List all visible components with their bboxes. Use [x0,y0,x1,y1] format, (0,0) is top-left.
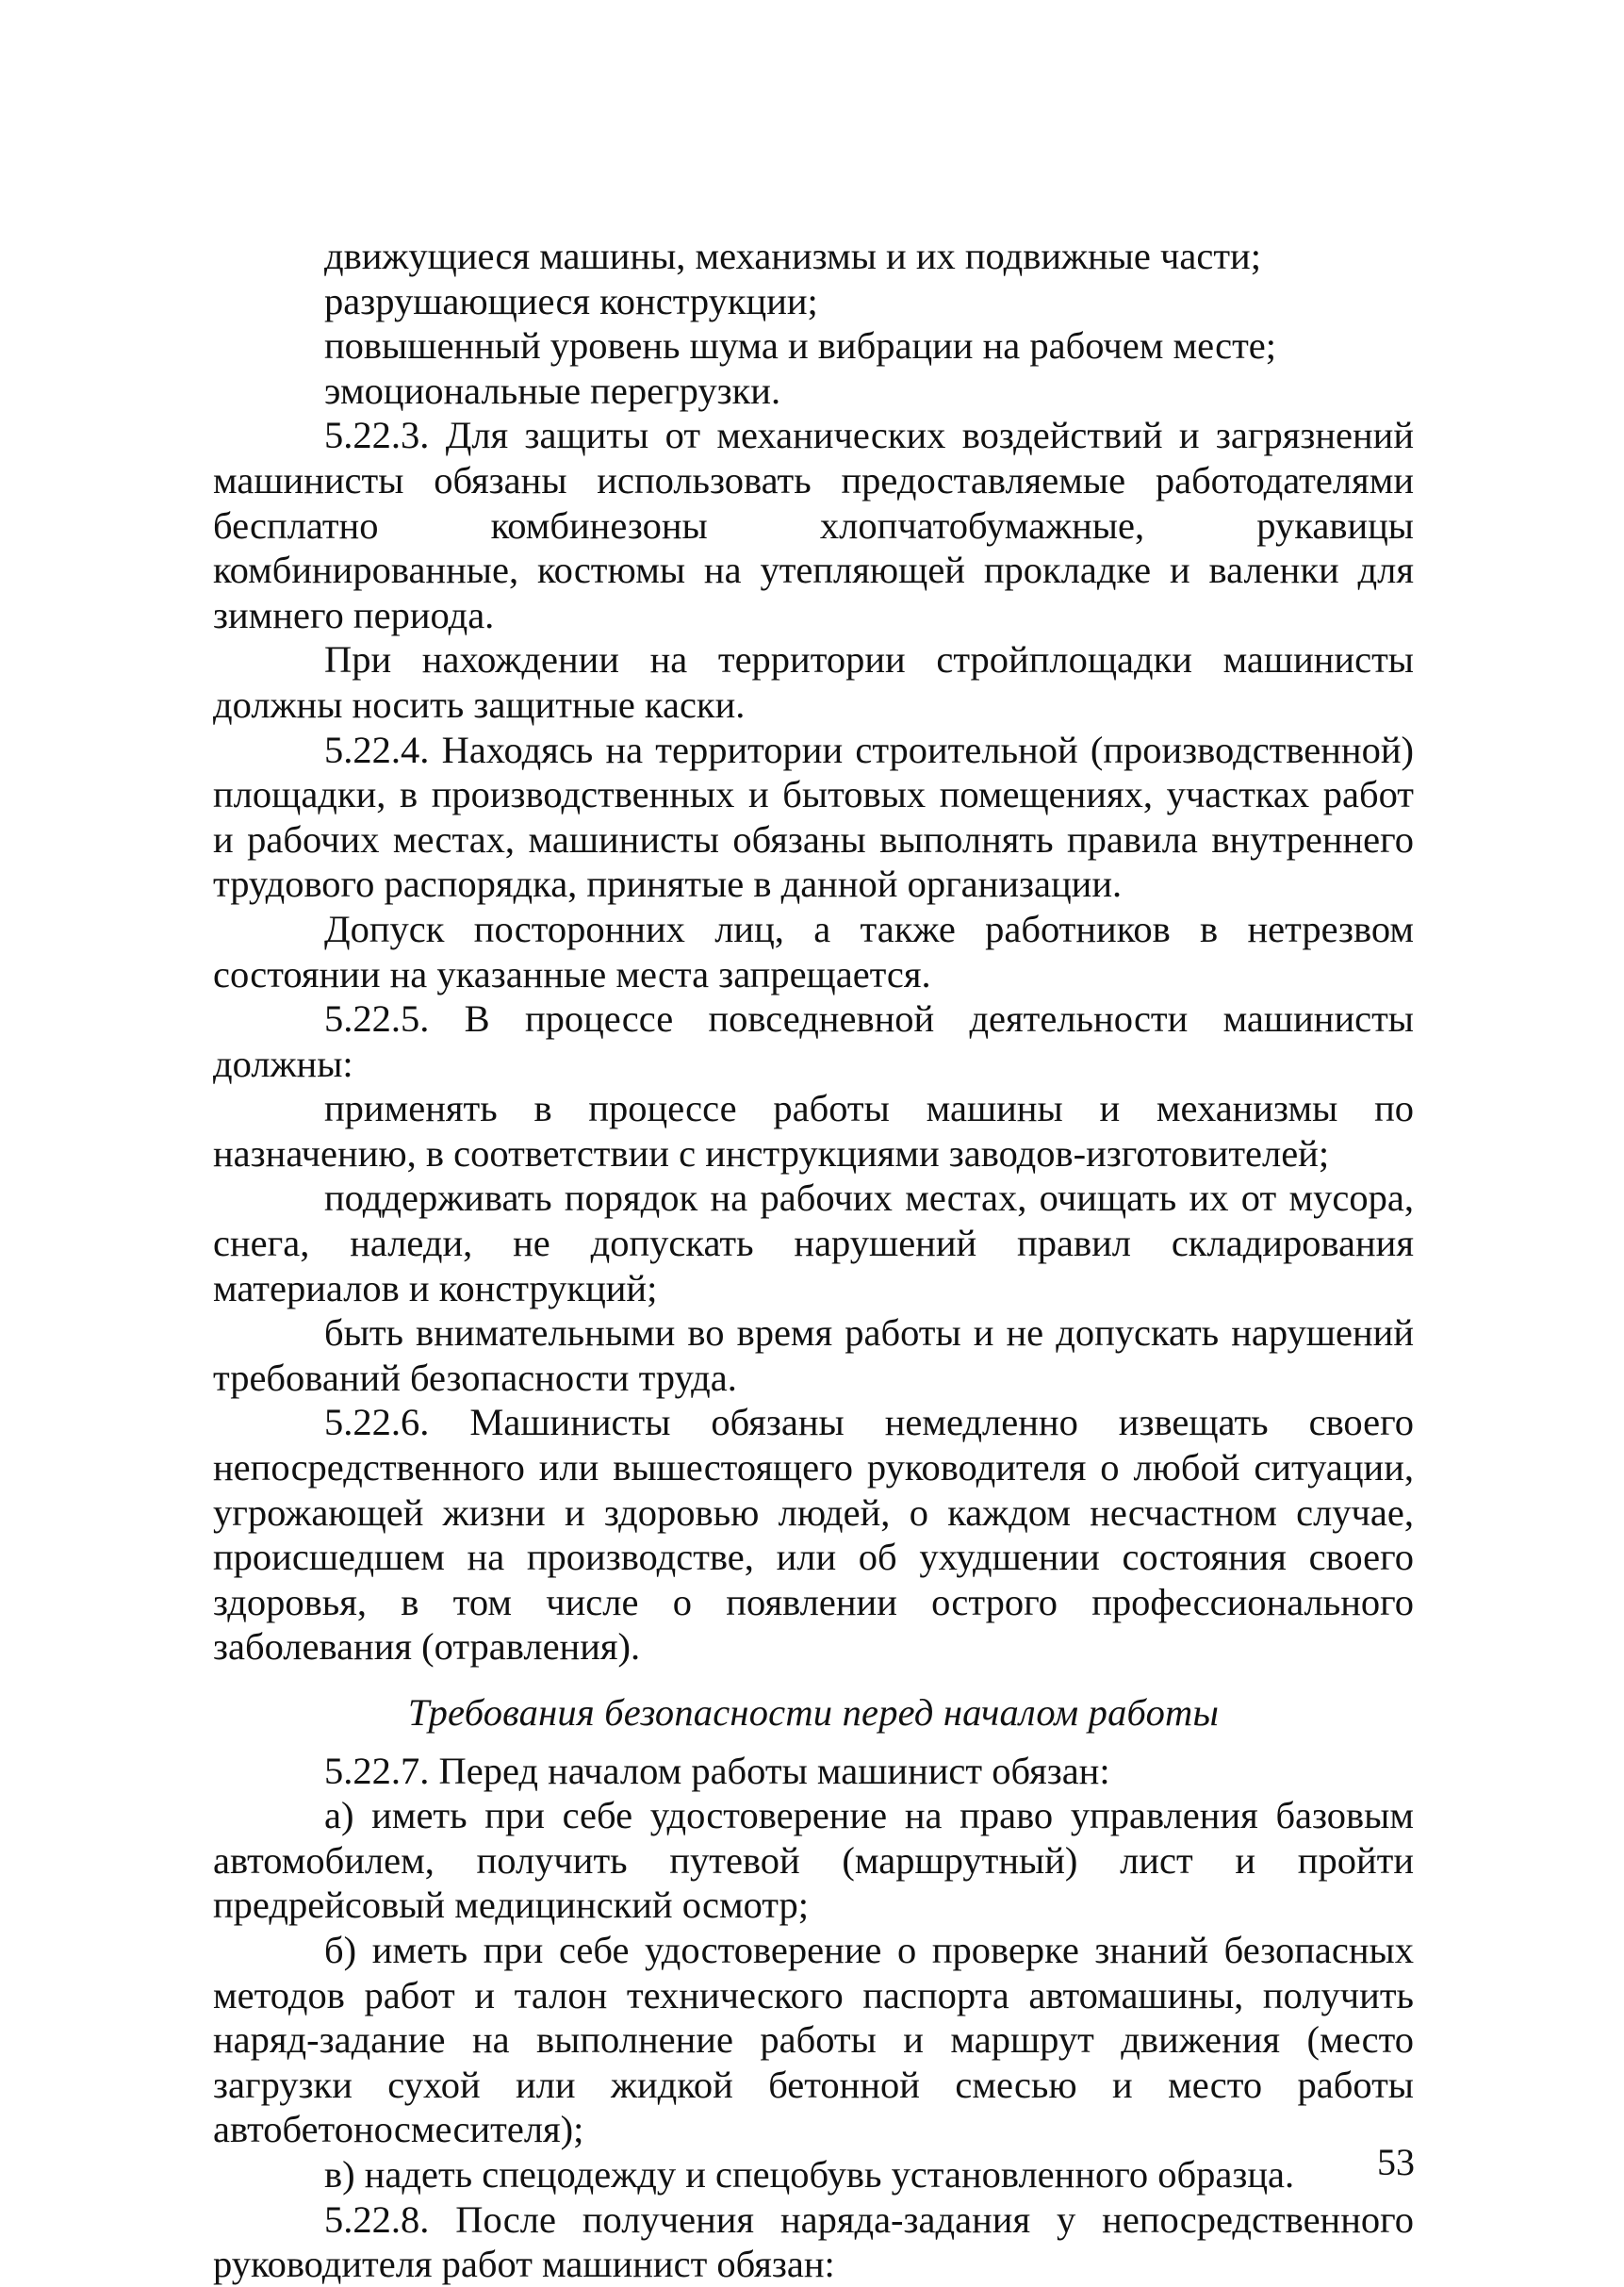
page-number: 53 [1377,2141,1415,2183]
paragraph-access: Допуск посторонних лиц, а также работников в нетрезвом состоянии на указанные места запрещается. [213,907,1414,995]
paragraph-item-b: б) иметь при себе удостоверение о проверке знаний безопасных методов работ и талон технического паспорта автомашины, получить наряд-задание на выполнение работы и маршрут движения (место загрузки сухой или жидкой бетонной смесью и место работы автобетоносмесителя); [213,1928,1414,2151]
paragraph-item-a: а) иметь при себе удостоверение на право управления базовым автомобилем, получить путевой (маршрутный) лист и пройти предрейсовый медицинский осмотр; [213,1794,1414,1927]
paragraph-5-22-6: 5.22.6. Машинисты обязаны немедленно извещать своего непосредственного или вышестоящего руководителя о любой ситуации, угрожающей жизни и здоровью людей, о каждом несчастном случае, происшедшем на производстве, или об ухудшении состояния своего здоровья, в том числе о появлении острого профессионального заболевания (отравления). [213,1401,1414,1669]
hazard-list-item: разрушающиеся конструкции; [324,279,818,322]
paragraph-machines-use: применять в процессе работы машины и механизмы по назначению, в соответствии с инструкциями заводов-изготовителей; [213,1087,1414,1175]
paragraph-helmets: При нахождении на территории стройплощадки машинисты должны носить защитные каски. [213,638,1414,726]
paragraph-5-22-5: 5.22.5. В процессе повседневной деятельности машинисты должны: [213,997,1414,1085]
paragraph-5-22-8: 5.22.8. После получения наряда-задания у непосредственного руководителя работ машинист обязан: [213,2197,1414,2286]
paragraph-attention: быть внимательными во время работы и не допускать нарушений требований безопасности труда. [213,1311,1414,1399]
paragraph-5-22-3: 5.22.3. Для защиты от механических воздействий и загрязнений машинисты обязаны использовать предоставляемые работодателями бесплатно комбинезоны хлопчатобумажные, рукавицы комбинированные, костюмы на утепляющей прокладке и валенки для зимнего периода. [213,414,1414,636]
hazard-list-item: повышенный уровень шума и вибрации на рабочем месте; [324,324,1277,368]
paragraph-order: поддерживать порядок на рабочих местах, очищать их от мусора, снега, наледи, не допускать нарушений правил складирования материалов и конструкций; [213,1176,1414,1309]
hazard-list-item: эмоциональные перегрузки. [324,369,781,412]
body-text [213,234,1414,2287]
paragraph-item-v: в) надеть спецодежду и спецобувь установленного образца. [324,2152,1295,2196]
hazard-list-item: движущиеся машины, механизмы и их подвижные части; [324,235,1261,277]
paragraph-5-22-4: 5.22.4. Находясь на территории строительной (производственной) площадки, в производственных и бытовых помещениях, участках работ и рабочих местах, машинисты обязаны выполнять правила внутреннего трудового распорядка, принятые в данной организации. [213,728,1414,906]
paragraph-5-22-7: 5.22.7. Перед началом работы машинист обязан: [324,1749,1110,1792]
section-heading: Требования безопасности перед началом работы [407,1691,1220,1734]
